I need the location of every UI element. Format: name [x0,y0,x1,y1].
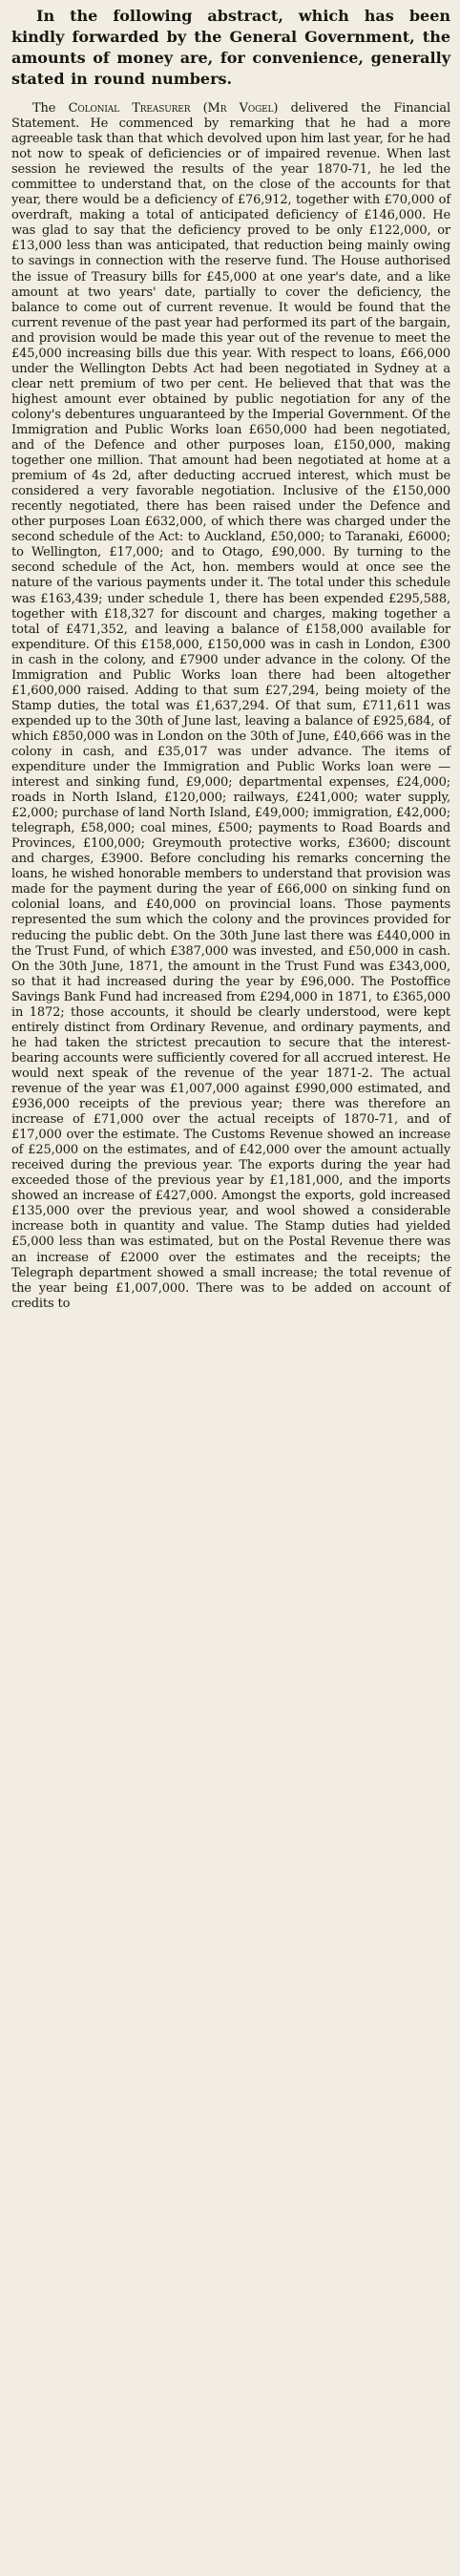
article-lead-name: Colonial Treasurer (Mr Vogel) [68,101,279,116]
article-body: delivered the Financial Statement. He commenced by remarking that he had a more agreeable task than that which devolved upon him last year, for he had not now to speak of deficiencies or of impaired revenue. When last session he reviewed the results of the year 1870-71, he led the committee to understand that, on the close of the accounts for that year, there would be a deficiency of £76,912, together with £70,000 of overdraft, making a total of anticipated deficiency of £146,000. He was glad to say that the deficiency proved to be only £122,000, or £13,000 less than was anticipated, that reduction being mainly owing to savings in connection with the reserve fund. The House authorised the issue of Treasury bills for £45,000 at one year's date, and a like amount at two years' date, partially to cover the deficiency, the balance to come out of current revenue. It would be found that the current revenue of the past year had performed its part of the bargain, and provision would be made this year out of the revenue to meet the £45,000 increasing bills due this year. With respect to loans, £66,000 under the Wellington Debts Act had been negotiated in Sydney at a clear nett premium of two per cent. He believed that that was the highest amount ever obtained by public negotiation for any of the colony's debentures unguaranteed by the Imperial Government. Of the Immigration and Public Works loan £650,000 had been negotiated, and of the Defence and other purposes loan, £150,000, making together one million. That amount had been negotiated at home at a premium of 4s 2d, after deducting accrued interest, which must be considered a very favorable negotiation. Inclusive of the £150,000 recently negotiated, there has been raised under the Defence and other purposes Loan £632,000, of which there was charged under the second schedule of the Act: to Auckland, £50,000; to Taranaki, £6000; to Wellington, £17,000; and to Otago, £90,000. By turning to the second schedule of the Act, hon. members would at once see the nature of the various payments under it. The total under this schedule was £163,439; under schedule 1, there has been expended £295,588, together with £18,327 for discount and charges, making together a total of £471,352, and leaving a balance of £158,000 available for expenditure. Of this £158,000, £150,000 was in cash in London, £300 in cash in the colony, and £7900 under advance in the colony. Of the Immigration and Public Works loan there had been altogether £1,600,000 raised. Adding to that sum £27,294, being moiety of the Stamp duties, the total was £1,637,294. Of that sum, £711,611 was expended up to the 30th of June last, leaving a balance of £925,684, of which £850,000 was in London on the 30th of June, £40,666 was in the colony in cash, and £35,017 was under advance. The items of expenditure under the Immigration and Public Works loan were — interest and sinking fund, £9,000; departmental expenses, £24,000; roads in North Island, £120,000; railways, £241,000; water supply, £2,000; purchase of land North Island, £49,000; immigration, £42,000; telegraph, £58,000; coal mines, £500; payments to Road Boards and Provinces, £100,000; Greymouth protective works, £3600; discount and charges, £3900. Before concluding his remarks concerning the loans, he wished honorable members to understand that provision was made for the payment during the year of £66,000 on sinking fund on colonial loans, and £40,000 on provincial loans. Those payments represented the sum which the colony and the provinces provided for reducing the public debt. On the 30th June last there was £440,000 in the Trust Fund, of which £387,000 was invested, and £50,000 in cash. On the 30th June, 1871, the amount in the Trust Fund was £343,000, so that it had increased during the year by £96,000. The Postoffice Savings Bank Fund had increased from £294,000 in 1871, to £365,000 in 1872; those accounts, it should be clearly understood, were kept entirely distinct from Ordinary Revenue, and ordinary payments, and he had taken the strictest precaution to secure that the interest-bearing accounts were sufficiently covered for all accrued interest. He would next speak of the revenue of the year 1871-2. The actual revenue of the year was £1,007,000 against £990,000 estimated, and £936,000 receipts of the previous year; there was therefore an increase of £71,000 over the actual receipts of 1870-71, and of £17,000 over the estimate. The Customs Revenue showed an increase of £25,000 on the estimates, and of £42,000 over the amount actually received during the previous year. The exports during the year had exceeded those of the previous year by £1,181,000, and the imports showed an increase of £427,000. Amongst the exports, gold increased £135,000 over the previous year, and wool showed a considerable increase both in quantity and value. The Stamp duties had yielded £5,000 less than was estimated, but on the Postal Revenue there was an increase of £2000 over the estimates and the receipts; the Telegraph department showed a small increase; the total revenue of the year being £1,007,000. There was to be added on account of credits to [11,101,450,1311]
intro-paragraph: In the following abstract, which has been kindly forwarded by the General Government, the amounts of money are, for convenience, generally stated in round numbers. [11,7,450,88]
financial-statement-article [11,101,450,1312]
article-lead-open: The [32,101,69,116]
